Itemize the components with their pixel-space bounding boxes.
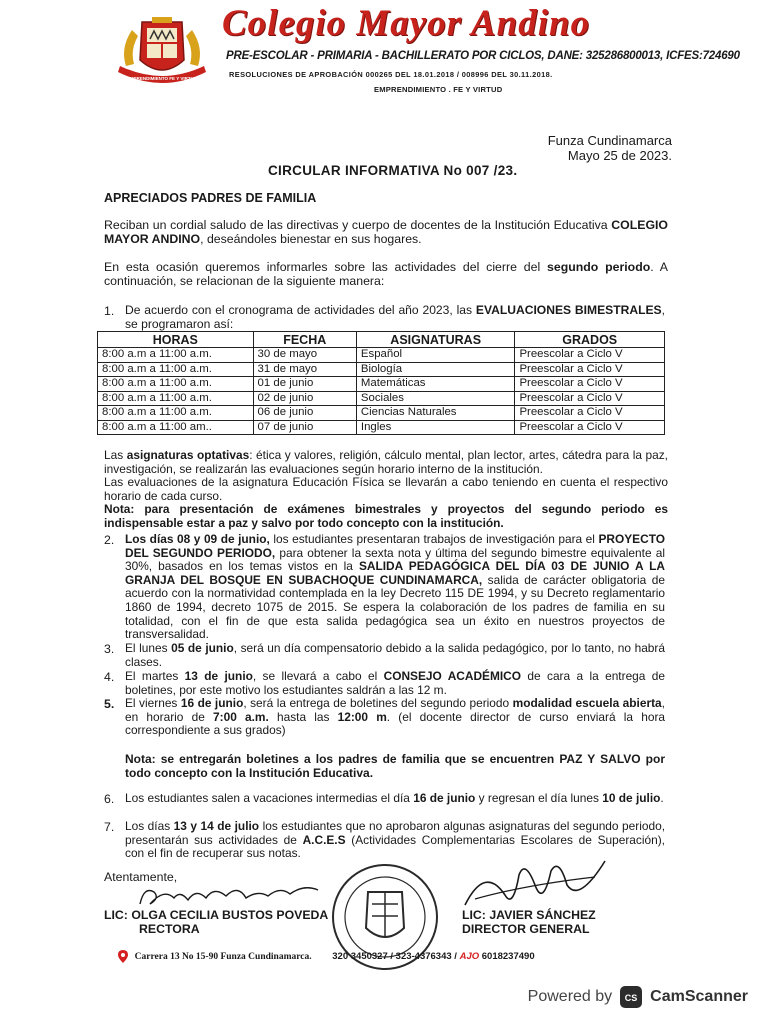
item-number-1: 1. xyxy=(104,304,115,318)
item-6-text: Los estudiantes salen a vacaciones intermedias el día 16 de junio y regresan el día lunes 10 de julio. xyxy=(125,791,664,805)
place: Funza Cundinamarca xyxy=(547,133,672,148)
powered-by-label: Powered by xyxy=(527,988,613,1005)
item-7-text: Los días 13 y 14 de julio los estudiantes que no aprobaron algunas asignaturas del segundo periodo, presentarán sus actividades de A.C.E.S (Actividades Complementarias Escolares de Superación), con el fin de recuperar sus notas. xyxy=(125,819,666,861)
cell-hours: 8:00 a.m a 11:00 am.. xyxy=(98,420,254,435)
item-number-5: 5. xyxy=(104,697,115,711)
item-number-7: 7. xyxy=(104,820,115,834)
cell-date: 07 de junio xyxy=(253,420,356,435)
header-asignaturas: ASIGNATURAS xyxy=(356,332,515,348)
header-horas: HORAS xyxy=(98,332,254,348)
regards: Atentamente, xyxy=(104,870,178,884)
item-1-text: De acuerdo con el cronograma de actividades del año 2023, las EVALUACIONES BIMESTRALES, se programaron así: xyxy=(125,303,665,331)
cell-grades: Preescolar a Ciclo V xyxy=(515,391,665,406)
item-number-3: 3. xyxy=(104,642,115,656)
cell-grades: Preescolar a Ciclo V xyxy=(515,348,665,363)
payment-note-1: Nota: para presentación de exámenes bimestrales y proyectos del segundo periodo es indispensable estar a paz y salvo por todo concepto con la institución. xyxy=(104,502,668,530)
table-row xyxy=(98,420,665,435)
physical-education-note: Las evaluaciones de la asignatura Educación Física se llevarán a cabo teniendo en cuenta el respectivo horario de cada curso. xyxy=(104,475,668,503)
cell-date: 01 de junio xyxy=(253,377,356,392)
cell-hours: 8:00 a.m a 11:00 a.m. xyxy=(98,406,254,421)
exam-schedule-table xyxy=(97,331,665,435)
greeting: APRECIADOS PADRES DE FAMILIA xyxy=(104,191,317,205)
rector-name: LIC: OLGA CECILIA BUSTOS POVEDA xyxy=(104,908,329,922)
cell-subject: Biología xyxy=(356,362,515,377)
item-2-text: Los días 08 y 09 de junio, los estudiantes presentaran trabajos de investigación para el PROYECTO DEL SEGUNDO PERIODO, para obtener la sexta nota y última del segundo bimestre equivalente al 30%, basados en los temas vistos en la SALIDA PEDAGÓGICA DEL DÍA 03 DE JUNIO A LA GRANJA DEL BOSQUE EN SUBACHOQUE CUNDINAMARCA, salida de carácter obligatoria de acuerdo con la normatividad contemplada en la ley Decreto 115 DE 1994, y su Decreto reglamentario 1860 de 1994, decreto 1075 de 2015. Se espera la colaboración de los padres de familia en su totalidad, con el fin de que esta salida pedagógica sea un éxito en nuestros proyectos de transversalidad. xyxy=(125,532,665,642)
intro-paragraph-2: En esta ocasión queremos informarles sobre las actividades del cierre del segundo periodo. A continuación, se relacionan de la siguiente manera: xyxy=(104,260,669,288)
school-name: Colegio Mayor Andino xyxy=(222,3,591,44)
cell-subject: Ciencias Naturales xyxy=(356,406,515,421)
intro-paragraph-1: Reciban un cordial saludo de las directivas y cuerpo de docentes de la Institución Educativa COLEGIO MAYOR ANDINO, deseándoles bienestar en sus hogares. xyxy=(104,218,668,246)
cell-grades: Preescolar a Ciclo V xyxy=(515,362,665,377)
cell-subject: Español xyxy=(356,348,515,363)
camscanner-brand: CamScanner xyxy=(650,988,748,1005)
rector-role: RECTORA xyxy=(139,922,200,936)
table-header-row xyxy=(98,332,665,348)
crest-banner-text: EMPRENDIMIENTO FE Y VIRTUD xyxy=(126,76,198,81)
cell-hours: 8:00 a.m a 11:00 a.m. xyxy=(98,377,254,392)
motto-line: EMPRENDIMIENTO . FE Y VIRTUD xyxy=(374,85,503,94)
place-date xyxy=(548,133,672,163)
cell-date: 06 de junio xyxy=(253,406,356,421)
item-5-text: El viernes 16 de junio, será la entrega de boletines del segundo periodo modalidad escuela abierta, en horario de 7:00 a.m. hasta las 12:00 m. (el docente director de curso enviará la hora correspondiente a sus grados) xyxy=(125,696,666,738)
address: Carrera 13 No 15-90 Funza Cundinamarca. xyxy=(134,952,312,963)
cell-date: 31 de mayo xyxy=(253,362,356,377)
table-row xyxy=(98,348,665,363)
cell-date: 30 de mayo xyxy=(253,348,356,363)
camscanner-logo-icon xyxy=(620,986,642,1008)
camscanner-logo-text: CS xyxy=(624,993,638,1003)
cell-subject: Sociales xyxy=(356,391,515,406)
table-row xyxy=(98,391,665,406)
cell-grades: Preescolar a Ciclo V xyxy=(515,377,665,392)
header-grados: GRADOS xyxy=(515,332,665,348)
cell-hours: 8:00 a.m a 11:00 a.m. xyxy=(98,391,254,406)
location-pin-icon xyxy=(118,950,128,963)
item-3-text: El lunes 05 de junio, será un día compensatorio debido a la salida pedagógico, por lo tanto, no habrá clases. xyxy=(125,641,665,669)
contact-footer xyxy=(118,950,535,963)
ajo-label: AJO xyxy=(459,951,480,963)
cell-hours: 8:00 a.m a 11:00 a.m. xyxy=(98,362,254,377)
phones: 320 3450327 / 323-4376343 / xyxy=(332,951,457,963)
director-signature xyxy=(455,855,615,915)
payment-note-2: Nota: se entregarán boletines a los padres de familia que se encuentren PAZ Y SALVO por todo concepto con la Institución Educativa. xyxy=(125,752,665,780)
cell-date: 02 de junio xyxy=(253,391,356,406)
header-fecha: FECHA xyxy=(253,332,356,348)
date: Mayo 25 de 2023. xyxy=(567,148,672,163)
item-number-4: 4. xyxy=(104,670,115,684)
school-levels-line: PRE-ESCOLAR - PRIMARIA - BACHILLERATO POR CICLOS, DANE: 325286800013, ICFES:724690 xyxy=(226,50,740,62)
item-number-2: 2. xyxy=(104,533,115,547)
school-crest-logo xyxy=(112,8,212,90)
item-number-6: 6. xyxy=(104,792,115,806)
table-row xyxy=(98,377,665,392)
circular-title: CIRCULAR INFORMATIVA No 007 /23. xyxy=(268,163,518,178)
director-name: LIC: JAVIER SÁNCHEZ xyxy=(462,908,596,922)
cell-grades: Preescolar a Ciclo V xyxy=(515,406,665,421)
resolutions-line: RESOLUCIONES DE APROBACIÓN 000265 DEL 18.01.2018 / 008996 DEL 30.11.2018. xyxy=(229,70,553,79)
cell-grades: Preescolar a Ciclo V xyxy=(515,420,665,435)
ajo-phone: 6018237490 xyxy=(481,951,535,963)
director-role: DIRECTOR GENERAL xyxy=(462,922,590,936)
camscanner-watermark xyxy=(528,986,748,1008)
cell-hours: 8:00 a.m a 11:00 a.m. xyxy=(98,348,254,363)
cell-subject: Ingles xyxy=(356,420,515,435)
table-row xyxy=(98,362,665,377)
item-4-text: El martes 13 de junio, se llevará a cabo el CONSEJO ACADÉMICO de cara a la entrega de boletines, por este motivo los estudiantes saldrán a las 12 m. xyxy=(125,669,666,697)
table-row xyxy=(98,406,665,421)
optional-subjects-paragraph: Las asignaturas optativas: ética y valores, religión, cálculo mental, plan lector, artes, cátedra para la paz, investigación, se realizarán las evaluaciones según horario interno de la institución. Las evaluaciones de la asignatura Educación Física se llevarán a cabo teniendo en cuenta el respectivo horario de cada curso. Nota: para presentación de exámenes bimestrales y proyectos del segundo periodo es indispensable estar a paz y salvo por todo concepto con la institución. xyxy=(104,448,668,530)
cell-subject: Matemáticas xyxy=(356,377,515,392)
